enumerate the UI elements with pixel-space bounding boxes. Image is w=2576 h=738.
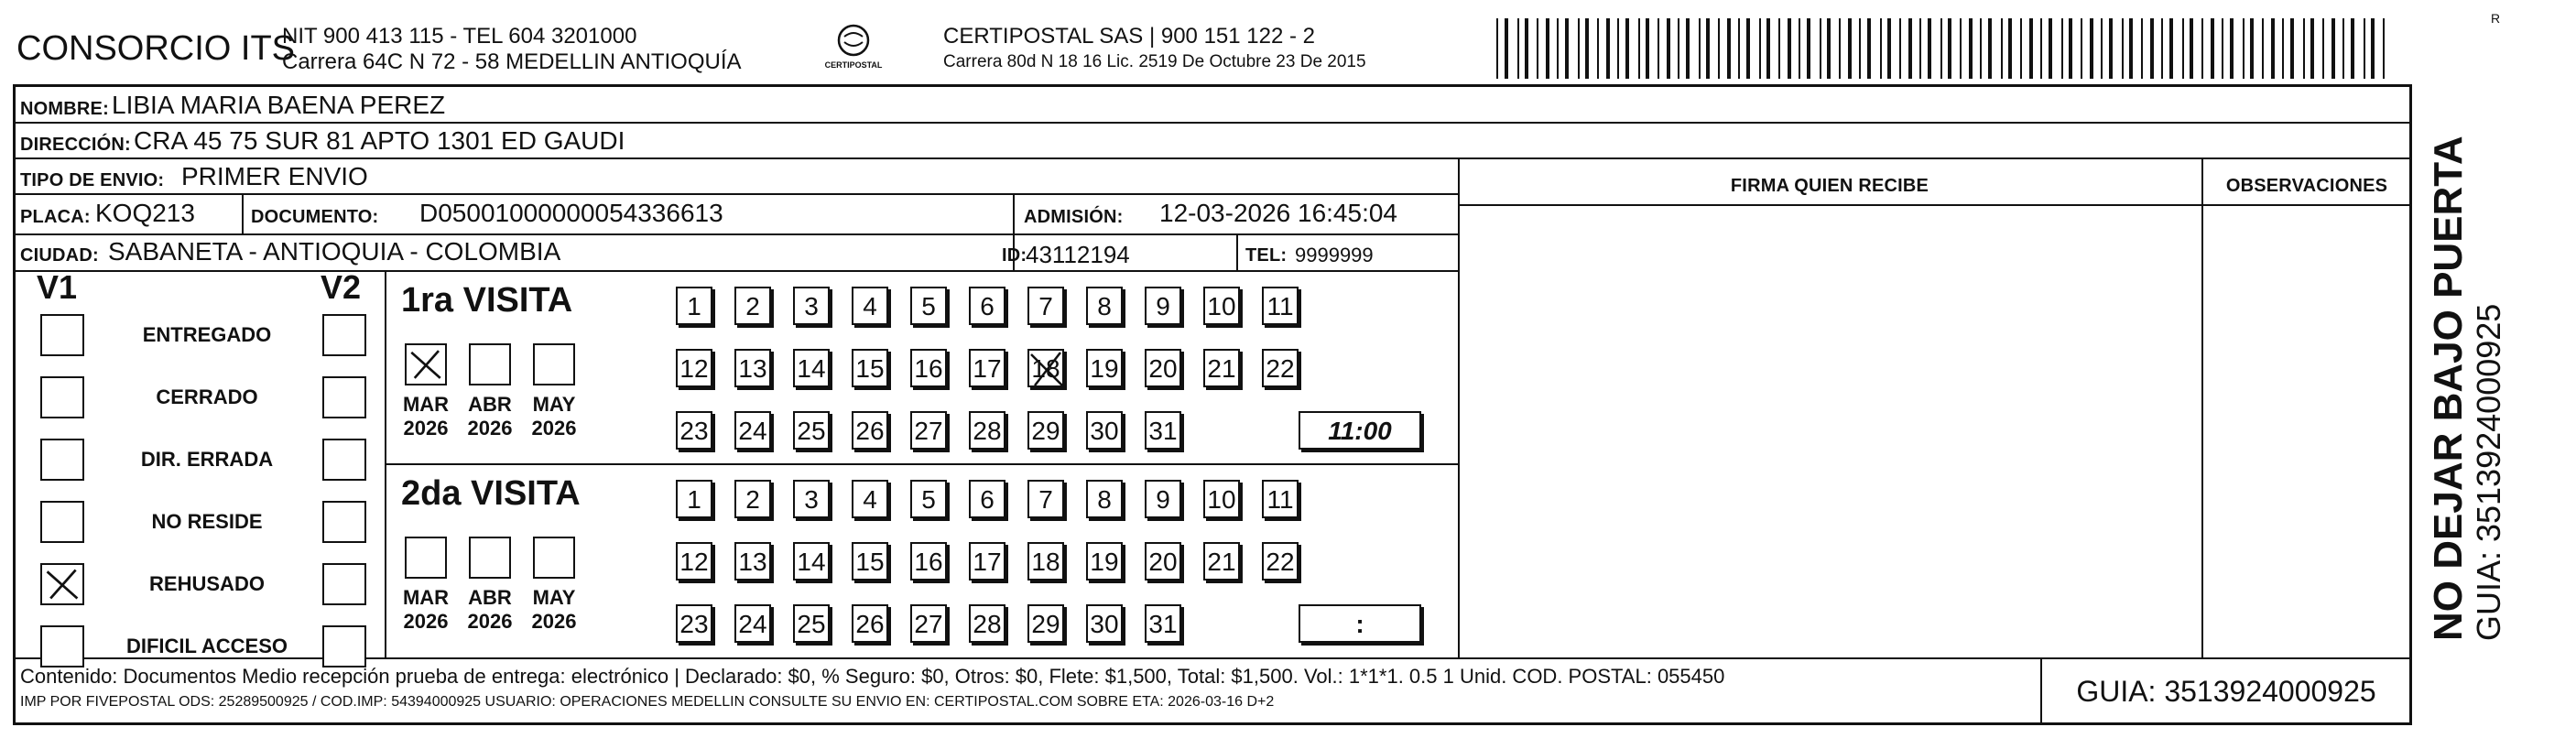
day-box-5[interactable]: 5 (910, 480, 947, 518)
day-box-24[interactable]: 24 (734, 411, 771, 450)
v2-checkbox[interactable] (322, 501, 366, 543)
check-mark-icon (407, 345, 445, 384)
day-box-1[interactable]: 1 (676, 287, 712, 325)
day-box-14[interactable]: 14 (793, 542, 830, 581)
day-box-31[interactable]: 31 (1145, 604, 1181, 643)
day-box-15[interactable]: 15 (852, 349, 888, 387)
v2-checkbox[interactable] (322, 625, 366, 667)
day-box-4[interactable]: 4 (852, 287, 888, 325)
status-label: REHUSADO (149, 572, 265, 595)
tel-label: TEL: (1245, 245, 1288, 266)
v1-checkbox[interactable] (40, 376, 84, 418)
day-box-29[interactable]: 29 (1027, 604, 1064, 643)
day-box-9[interactable]: 9 (1145, 287, 1181, 325)
status-label: NO RESIDE (151, 510, 263, 533)
day-box-8[interactable]: 8 (1086, 480, 1123, 518)
day-box-18[interactable]: 18 (1027, 349, 1064, 387)
day-box-13[interactable]: 13 (734, 542, 771, 581)
day-box-19[interactable]: 19 (1086, 349, 1123, 387)
id-label: ID: (1002, 245, 1027, 266)
observaciones-header: OBSERVACIONES (2225, 176, 2388, 196)
v2-checkbox[interactable] (322, 439, 366, 481)
time-box[interactable]: 11:00 (1299, 411, 1421, 450)
day-box-21[interactable]: 21 (1203, 349, 1240, 387)
day-box-26[interactable]: 26 (852, 604, 888, 643)
month-label: ABR 2026 (467, 586, 513, 633)
day-box-16[interactable]: 16 (910, 349, 947, 387)
v1-checkbox[interactable] (40, 625, 84, 667)
v2-checkbox[interactable] (322, 376, 366, 418)
day-box-2[interactable]: 2 (734, 480, 771, 518)
day-box-24[interactable]: 24 (734, 604, 771, 643)
tipo-envio-value: PRIMER ENVIO (181, 162, 368, 190)
placa-value: KOQ213 (95, 199, 195, 227)
day-box-6[interactable]: 6 (969, 480, 1005, 518)
footer-guia: GUIA: 3513924000925 (2076, 675, 2376, 708)
id-value: 43112194 (1026, 241, 1130, 268)
admision-value: 12-03-2026 16:45:04 (1159, 199, 1397, 227)
carrier-address: Carrera 80d N 18 16 Lic. 2519 De Octubre 23 De 2015 (943, 52, 1366, 71)
day-box-11[interactable]: 11 (1262, 480, 1299, 518)
day-box-25[interactable]: 25 (793, 411, 830, 450)
month-checkbox[interactable] (469, 537, 511, 579)
time-box[interactable]: : (1299, 604, 1421, 643)
day-box-12[interactable]: 12 (676, 542, 712, 581)
day-box-18[interactable]: 18 (1027, 542, 1064, 581)
nombre-label: NOMBRE: (20, 99, 109, 119)
ciudad-label: CIUDAD: (20, 245, 99, 266)
company-info (282, 24, 742, 75)
check-mark-icon (42, 565, 82, 603)
day-box-29[interactable]: 29 (1027, 411, 1064, 450)
day-box-5[interactable]: 5 (910, 287, 947, 325)
v1-checkbox[interactable] (40, 314, 84, 356)
month-label: MAR 2026 (402, 586, 450, 633)
side-warning: NO DEJAR BAJO PUERTA (2426, 136, 2471, 641)
day-box-17[interactable]: 17 (969, 349, 1005, 387)
company-nit: NIT 900 413 115 - TEL 604 3201000 (282, 24, 637, 49)
day-box-22[interactable]: 22 (1262, 542, 1299, 581)
certipostal-logo (824, 20, 883, 75)
visit-title: 2da VISITA (401, 474, 581, 513)
day-mark-icon (1029, 351, 1062, 385)
month-label: MAY 2026 (531, 586, 577, 633)
month-label: MAR 2026 (402, 393, 450, 440)
tipo-envio-label: TIPO DE ENVIO: (20, 170, 165, 190)
day-box-1[interactable]: 1 (676, 480, 712, 518)
day-box-31[interactable]: 31 (1145, 411, 1181, 450)
day-box-26[interactable]: 26 (852, 411, 888, 450)
logo-text: CERTIPOSTAL (824, 60, 883, 70)
day-box-27[interactable]: 27 (910, 604, 947, 643)
day-box-10[interactable]: 10 (1203, 287, 1240, 325)
admision-label: ADMISIÓN: (1024, 207, 1124, 227)
day-box-14[interactable]: 14 (793, 349, 830, 387)
day-box-23[interactable]: 23 (676, 604, 712, 643)
day-box-10[interactable]: 10 (1203, 480, 1240, 518)
day-box-12[interactable]: 12 (676, 349, 712, 387)
day-box-6[interactable]: 6 (969, 287, 1005, 325)
ciudad-value: SABANETA - ANTIOQUIA - COLOMBIA (108, 237, 561, 266)
day-box-3[interactable]: 3 (793, 287, 830, 325)
month-checkbox[interactable] (405, 343, 447, 385)
footer-print-info: IMP POR FIVEPOSTAL ODS: 25289500925 / COD.IMP: 54394000925 USUARIO: OPERACIONES MEDELLIN CONSULTE SU ENVIO EN: CERTIPOSTAL.COM SOBRE ETA: 2026-03-16 D+2 (20, 694, 1275, 710)
month-label: ABR 2026 (467, 393, 513, 440)
day-box-23[interactable]: 23 (676, 411, 712, 450)
day-box-20[interactable]: 20 (1145, 542, 1181, 581)
month-checkbox[interactable] (533, 343, 575, 385)
v1-checkbox[interactable] (40, 501, 84, 543)
visit-title: 1ra VISITA (401, 281, 573, 320)
day-box-3[interactable]: 3 (793, 480, 830, 518)
company-name: CONSORCIO ITS (16, 29, 296, 68)
direccion-value: CRA 45 75 SUR 81 APTO 1301 ED GAUDI (134, 126, 625, 155)
carrier-name: CERTIPOSTAL SAS | 900 151 122 - 2 (943, 24, 1315, 49)
day-box-9[interactable]: 9 (1145, 480, 1181, 518)
footer-content: Contenido: Documentos Medio recepción prueba de entrega: electrónico | Declarado: $0, % Seguro: $0, Otros: $0, Flete: $1,500, Total: $1,500. Vol.: 1*1*1. 0.5 1 Unid. COD. POSTAL: 055450 (20, 665, 1725, 688)
carrier-info (943, 24, 1366, 75)
status-label: ENTREGADO (142, 323, 272, 346)
day-box-7[interactable]: 7 (1027, 287, 1064, 325)
barcode (1496, 18, 2394, 79)
day-box-8[interactable]: 8 (1086, 287, 1123, 325)
status-label: DIR. ERRADA (140, 448, 274, 471)
v2-checkbox[interactable] (322, 314, 366, 356)
day-box-16[interactable]: 16 (910, 542, 947, 581)
day-box-30[interactable]: 30 (1086, 604, 1123, 643)
corner-mark: R (2491, 11, 2501, 26)
month-checkbox[interactable] (405, 537, 447, 579)
v1-checkbox[interactable] (40, 563, 84, 605)
month-checkbox[interactable] (469, 343, 511, 385)
documento-label: DOCUMENTO: (251, 207, 379, 227)
month-checkbox[interactable] (533, 537, 575, 579)
status-label: CERRADO (156, 385, 258, 408)
day-box-28[interactable]: 28 (969, 604, 1005, 643)
day-box-22[interactable]: 22 (1262, 349, 1299, 387)
day-box-11[interactable]: 11 (1262, 287, 1299, 325)
day-box-7[interactable]: 7 (1027, 480, 1064, 518)
v2-header: V2 (321, 268, 362, 306)
day-box-2[interactable]: 2 (734, 287, 771, 325)
day-box-20[interactable]: 20 (1145, 349, 1181, 387)
month-label: MAY 2026 (531, 393, 577, 440)
day-box-15[interactable]: 15 (852, 542, 888, 581)
v1-checkbox[interactable] (40, 439, 84, 481)
documento-value: D05001000000054336613 (419, 199, 723, 227)
day-box-13[interactable]: 13 (734, 349, 771, 387)
day-box-17[interactable]: 17 (969, 542, 1005, 581)
day-box-30[interactable]: 30 (1086, 411, 1123, 450)
placa-label: PLACA: (20, 207, 91, 227)
v2-checkbox[interactable] (322, 563, 366, 605)
day-box-25[interactable]: 25 (793, 604, 830, 643)
side-text (2427, 136, 2507, 641)
day-box-28[interactable]: 28 (969, 411, 1005, 450)
nombre-value: LIBIA MARIA BAENA PEREZ (112, 91, 446, 119)
direccion-label: DIRECCIÓN: (20, 135, 131, 155)
v1-header: V1 (37, 268, 78, 306)
day-box-4[interactable]: 4 (852, 480, 888, 518)
side-guia: GUIA: 3513924000925 (2470, 303, 2507, 641)
tel-value: 9999999 (1295, 244, 1374, 266)
day-box-27[interactable]: 27 (910, 411, 947, 450)
day-box-21[interactable]: 21 (1203, 542, 1240, 581)
day-box-19[interactable]: 19 (1086, 542, 1123, 581)
firma-header: FIRMA QUIEN RECIBE (1730, 176, 1929, 196)
status-label: DIFICIL ACCESO (125, 635, 288, 657)
company-address: Carrera 64C N 72 - 58 MEDELLIN ANTIOQUÍA (282, 49, 742, 74)
